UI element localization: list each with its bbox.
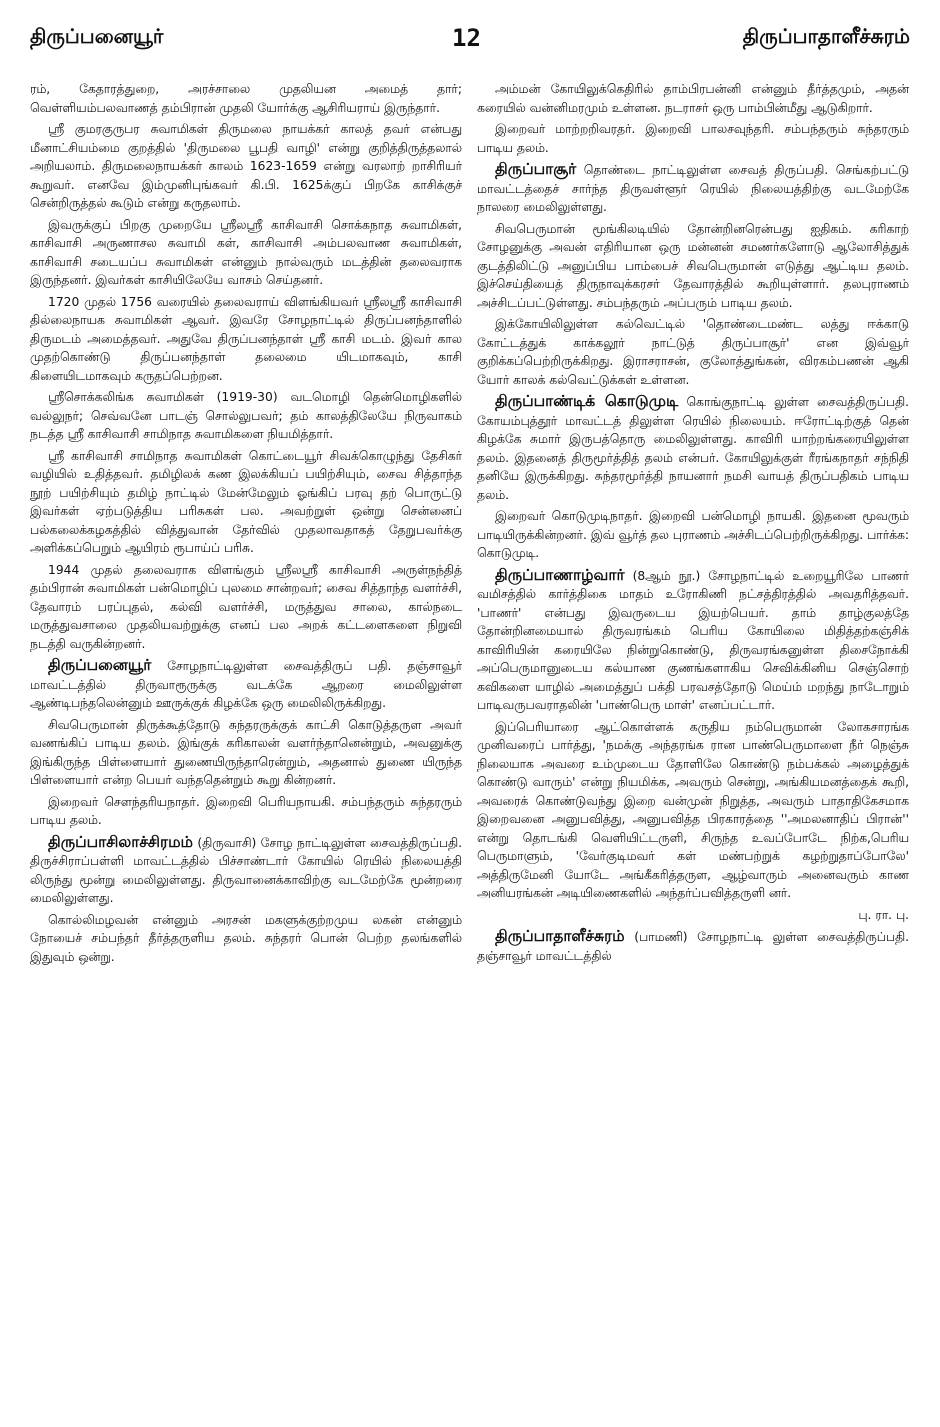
entry-headword: திருப்பாண்டிக் கொடுமுடி bbox=[495, 392, 679, 410]
entry-headword: திருப்பாணாழ்வார் bbox=[495, 565, 625, 584]
entry-thiruppanaiyur bbox=[30, 656, 462, 713]
page-number: 12 bbox=[452, 24, 481, 52]
paragraph: இப்பெரியாரை ஆட்கொள்ளக் கருதிய நம்பெருமான் லோகசாரங்க முனிவரைப் பார்த்து, 'நமக்கு அந்தரங்க ரான பாண்பெருமாளை நீர் நெஞ்சு நிலையாக அவரை உம்முடைய தோளிலே கொண்டு நம்பக்கல் அழைத்துக் கொண்டு வாரும்' என்று நியமிக்க, அவரும் சென்று, அங்கியமனத்தைக் கூறி, அவரைக் கொண்டுவந்து இறை வன்முன் நிறுத்த, அவரும் பாதாதிகேசமாக இறைவனை அனுபவித்து, அனுபவித்த பிரகாரத்தை ''அமலனாதிப் பிரான்'' என்று தொடங்கி வெளியிட்டருளி, சிருந்த உவப்போடே நிற்க,பெரிய பெருமாளும், 'வேர்குடிமவர் கள் மண்பற்றுக் கழற்றுதாப்போலே' அத்திருமேனி யோடே அங்கீகரித்தருள, ஆழ்வாரும் அனைவரும் காண அனியரங்கன் அடியிணைகளில் அந்தர்ப்பவித்தருளி னர். bbox=[477, 719, 909, 900]
paragraph: சிவபெருமான் மூங்கிலடியில் தோன்றினரென்பது ஐதிகம். கரிகாற் சோழனுக்கு அவன் எதிரியான ஒரு மன்னன் சமணர்களோடு ஆலோசித்துக் குடத்திலிட்டு அனுப்பிய பாம்பைச் சிவபெருமான் எடுத்து ஆட்டிய தலம். இச்செய்தியைத் திருநாவுக்கரசர் தேவாரத்தில் கூறியுள்ளார். தலபுராணம் அச்சிடப்பட்டுள்ளது. சம்பந்தரும் அப்பரும் பாடிய தலம். bbox=[477, 221, 909, 310]
paragraph: இறைவர் சௌந்தரியநாதர். இறைவி பெரியநாயகி. சம்பந்தரும் சுந்தரரும் பாடிய தலம். bbox=[30, 794, 462, 827]
left-column bbox=[30, 80, 462, 1415]
entry-thiruppasilachiramam bbox=[30, 833, 462, 908]
paragraph: ஸ்ரீ குமரகுருபர சுவாமிகள் திருமலை நாயக்கர் காலத் தவர் என்பது மீனாட்சியம்மை குறத்தில் 'திருமலை பூபதி வாழி' என்று குறித்திருத்தலால் அறியலாம். திருமலைநாயக்கர் காலம் 1623-1659 என்று வரலாற் றாசிரியர் கூறுவர். எனவே இம்முனிபுங்கவர் கி.பி. 1625க்குப் பிறகே காசிக்குச் சென்றிருத்தல் கூடும் என்று கருதலாம். bbox=[30, 122, 462, 210]
paragraph: சிவபெருமான் திருக்கூத்தோடு சுந்தரருக்குக் காட்சி கொடுத்தருள அவர் வணங்கிப் பாடிய தலம். இங்குக் கரிகாலன் வளர்ந்தானென்றும், அவனுக்கு இங்கிருந்த பிள்ளையார் துணையிருந்தாரென்றும், அதனால் துணை யிருந்த பிள்ளையார் என்ற பெயர் வந்ததென்றும் கூறு கின்றனர். bbox=[30, 717, 462, 787]
entry-text: கொங்குநாட்டி லுள்ள சைவத்திருப்பதி. கோயம்புத்தூர் மாவட்டத் திலுள்ள ரெயில் நிலையம். ஈரோட்டிற்குத் தென் கிழக்கே சுமார் இருபத்தொரு மைலிலுள்ளது. காவிரி யாற்றங்கரையிலுள்ள தலம். இதனைத் திருமூர்த்தித் தலம் என்பர். கோயிலுக்குள் ரீரங்கநாதர் சந்நிதி தனியே இருக்கிறது. சுந்தரமூர்த்தி நாயனார் நமசி வாயத் திருப்பதிகம் பாடிய தலம். bbox=[477, 395, 909, 502]
entry-headword: திருப்பாதாளீச்சுரம் bbox=[495, 927, 625, 945]
paragraph: இவருக்குப் பிறகு முறையே ஸ்ரீலஸ்ரீ காசிவாசி சொக்கநாத சுவாமிகள், காசிவாசி அருணாசல சுவாமி கள், காசிவாசி அம்பலவாண சுவாமிகள், காசிவாசி சடையப்ப சுவாமிகள் என்னும் நால்வரும் மடத்தின் தலைவராக இருந்தனர். இவர்கள் காசியிலேயே வாசம் செய்தனர். bbox=[30, 217, 462, 287]
running-head-right: திருப்பாதாளீச்சுரம் bbox=[742, 24, 910, 48]
paragraph: ஸ்ரீசொக்கலிங்க சுவாமிகள் (1919-30) வடமொழி தென்மொழிகளில் வல்லுநர்; செவ்வனே பாடஞ் சொல்லுபவர்; தம் காலத்திலேயே நிருவாகம் நடத்த ஸ்ரீ காசிவாசி சாமிநாத சுவாமிகளை நியமித்தார். bbox=[30, 390, 462, 441]
right-column bbox=[477, 80, 909, 1415]
paragraph: ஸ்ரீ காசிவாசி சாமிநாத சுவாமிகள் கொட்டையூர் சிவக்கொழுந்து தேசிகர் வழியில் உதித்தவர். தமிழிலக் கண இலக்கியப் பயிற்சியும், சைவ சித்தாந்த நூற் பயிற்சியும் தமிழ் நாட்டில் மேன்மேலும் ஓங்கிப் பரவு தற் பொருட்டு இவர்கள் ஏற்படுத்திய பரிசுகள் பல. அவற்றுள் ஒன்று சென்னைப் பல்கலைக்கழகத்தில் வித்துவான் தேர்வில் முதலாவதாகத் தேறுபவர்க்கு அளிக்கப்பெறும் ஆயிரம் ரூபாய்ப் பரிசு. bbox=[30, 448, 462, 555]
entry-headword: திருப்பாசூர் bbox=[495, 160, 577, 178]
entry-thiruppasur bbox=[477, 160, 909, 217]
entry-text: (திருவாசி) சோழ நாட்டிலுள்ள சைவத்திருப்பதி. திருச்சிராப்பள்ளி மாவட்டத்தில் பிச்சாண்டார் கோயில் ரெயில் நிலையத்தி லிருந்து மூன்று மைலிலுள்ளது. திருவானைக்காவிற்கு வடமேற்கே மூன்றரை மைலிலுள்ளது. bbox=[30, 835, 462, 905]
entry-headword: திருப்பாசிலாச்சிரமம் bbox=[48, 832, 194, 851]
paragraph: ரம், கேதாரத்துறை, அரச்சாலை முதலியன அமைத் தார்; வெள்ளியம்பலவாணத் தம்பிரான் முதலி யோர்க்கு ஆசிரியராய் இருந்தார். bbox=[30, 82, 462, 115]
entry-thiruppanazhwar bbox=[477, 566, 909, 715]
paragraph: இக்கோயிலிலுள்ள கல்வெட்டில் 'தொண்டைமண்ட லத்து ஈக்காடு கோட்டத்துக் காக்கலூர் நாட்டுத் திருப்பாசூர்' என இவ்வூர் குறிக்கப்பெற்றிருக்கிறது. இராசராசன், குலோத்துங்கன், விரகம்பணன் ஆகி யோர் காலக் கல்வெட்டுக்கள் உள்ளன. bbox=[477, 317, 909, 387]
entry-thiruppandik-kodumudi bbox=[477, 392, 909, 504]
entry-headword: திருப்பனையூர் bbox=[48, 656, 152, 674]
entry-text: (8ஆம் நூ.) சோழநாட்டில் உறையூரிலே பாணர் வமிசத்தில் கார்த்திகை மாதம் உரோகிணி நட்சத்திரத்தில் அவதரித்தவர். 'பாணர்' என்பது இவருடைய இயற்பெயர். தாம் தாழ்குலத்தே தோன்றினமையால் திருவரங்கம் பெரிய கோயிலை மிதித்தற்கஞ்சிக் காவிரியின் கரையிலே நின்றுகொண்டு, திருவரங்கனுள்ள திசைநோக்கி அப்பெருமானுடைய கல்யாண குணங்களாகிய செவிக்கினிய செஞ்சொற் கவிகளை யாழில் அமைத்துப் பக்தி பரவசத்தோடு மெய்ம் மறந்து நாடோறும் பாடிவருபவராதலின் 'பாண்பெரு மாள்' எனப்பட்டார். bbox=[477, 568, 909, 712]
entry-text: தொண்டை நாட்டிலுள்ள சைவத் திருப்பதி. செங்கற்பட்டு மாவட்டத்தைச் சார்ந்த திருவள்ளூர் ரெயில் நிலையத்திற்கு வடமேற்கே நாலரை மைலிலுள்ளது. bbox=[477, 163, 909, 214]
paragraph: கொல்லிமழவன் என்னும் அரசன் மகளுக்குற்றமுய லகன் என்னும் நோயைச் சம்பந்தர் தீர்த்தருளிய தலம். சுந்தரர் பொன் பெற்ற தலங்களில் இதுவும் ஒன்று. bbox=[30, 912, 462, 964]
entry-thiruppathaleechuram bbox=[477, 927, 909, 965]
paragraph: 1720 முதல் 1756 வரையில் தலைவராய் விளங்கியவர் ஸ்ரீலஸ்ரீ காசிவாசி தில்லைநாயக சுவாமிகள் ஆவர். இவரே சோழநாட்டில் திருப்பனந்தாளில் திருமடம் அமைத்தவர். அதுவே திருப்பனந்தாள் ஸ்ரீ காசி மடம். இவர் கால முதற்கொண்டு திருப்பனந்தாள் தலைமை யிடமாகவும், காசி கிளையிடமாகவும் கருதப்பெற்றன. bbox=[30, 294, 462, 383]
entry-text: சோழநாட்டிலுள்ள சைவத்திருப் பதி. தஞ்சாவூர் மாவட்டத்தில் திருவாரூருக்கு வடக்கே ஆறரை மைலிலுள்ள ஆண்டிபந்தலென்னும் ஊருக்குக் கிழக்கே ஒரு மைலிலிருக்கிறது. bbox=[30, 659, 462, 710]
paragraph: 1944 முதல் தலைவராக விளங்கும் ஸ்ரீலஸ்ரீ காசிவாசி அருள்நந்தித் தம்பிரான் சுவாமிகள் பன்மொழிப் புலமை சான்றவர்; சைவ சித்தாந்த வளர்ச்சி, தேவாரம் பரப்புதல், கல்வி வளர்ச்சி, மருத்துவ சாலை, கால்நடை மருத்துவசாலை முதலியவற்றுக்கு எனப் பல அறக் கட்டளைகளை நிறுவி நடத்தி வருகின்றனர். bbox=[30, 562, 462, 651]
paragraph: இறைவர் கொடுமுடிநாதர். இறைவி பன்மொழி நாயகி. இதனை மூவரும் பாடியிருக்கின்றனர். இவ் வூர்த் தல புராணம் அச்சிடப்பெற்றிருக்கிறது. பார்க்க: கொடுமுடி. bbox=[477, 509, 909, 560]
paragraph: இறைவர் மாற்றறிவரதர். இறைவி பாலசவுந்தரி. சம்பந்தரும் சுந்தரரும் பாடிய தலம். bbox=[477, 122, 909, 155]
paragraph: அம்மன் கோயிலுக்கெதிரில் தாம்பிரபன்னி என்னும் தீர்த்தமும், அதன் கரையில் வன்னிமரமும் உள்ளன. நடராசர் ஒரு பாம்பின்மீது ஆடுகிறார். bbox=[477, 82, 909, 115]
entry-text: (பாமணி) சோழநாட்டி லுள்ள சைவத்திருப்பதி. தஞ்சாவூர் மாவட்டத்தில் bbox=[477, 930, 909, 963]
running-head-left: திருப்பனையூர் bbox=[30, 24, 164, 48]
author-initials: பு. ரா. பு. bbox=[858, 907, 909, 922]
